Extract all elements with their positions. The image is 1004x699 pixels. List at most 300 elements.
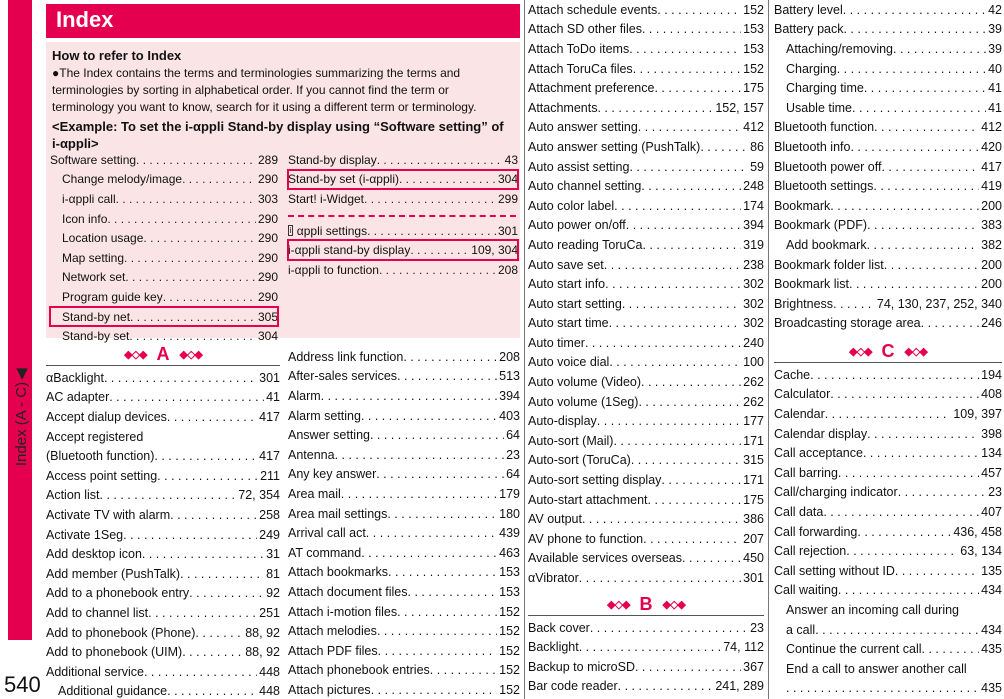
index-term: i-αppli stand-by display: [288, 243, 411, 258]
page-reference: 175: [743, 81, 764, 96]
index-term: Bookmark list: [774, 277, 850, 292]
page-reference: 248: [743, 179, 764, 194]
leader-dots: [597, 414, 741, 428]
index-term: Alarm setting: [288, 408, 361, 423]
index-entry: [774, 157, 1002, 177]
index-entry: [528, 0, 764, 20]
page-reference: 153: [743, 41, 764, 56]
index-term: Backup to microSD: [528, 659, 635, 674]
leader-dots: [609, 316, 742, 330]
index-term: Call data: [774, 505, 824, 520]
side-subsection-title: Index (A - C): [12, 381, 30, 467]
page-reference: 171: [743, 473, 764, 488]
index-entry: [50, 228, 278, 248]
leader-dots: [408, 585, 498, 599]
index-entry: [528, 677, 764, 697]
page-reference: 407: [981, 505, 1002, 520]
index-entry: [50, 248, 278, 268]
index-list: [46, 368, 280, 699]
index-term: Battery pack: [774, 22, 844, 37]
index-entry: [288, 386, 520, 406]
page-reference: 304: [497, 172, 518, 187]
index-entry: [774, 255, 1002, 275]
index-term: Available services overseas: [528, 551, 683, 566]
index-entry: [46, 642, 280, 662]
leader-dots: [638, 120, 741, 134]
index-entry: [528, 353, 764, 373]
index-term: Bookmark folder list: [774, 257, 884, 272]
leader-dots: [590, 621, 748, 635]
leader-dots: [371, 683, 497, 697]
page-reference: 39: [988, 41, 1002, 56]
index-entry: [288, 563, 520, 583]
column-divider: [524, 0, 525, 699]
page-reference: 88, 92: [245, 645, 280, 660]
index-term: i-αppli to function: [288, 262, 379, 277]
leader-dots: [376, 467, 504, 481]
index-entry: [528, 431, 764, 451]
page-reference: 417: [259, 409, 280, 424]
index-term: Accept registered: [46, 429, 144, 444]
leader-dots: [341, 487, 497, 501]
index-entry: [774, 639, 1002, 659]
page-reference: 290: [257, 231, 278, 246]
page-reference: 448: [259, 684, 280, 699]
page-reference: 463: [499, 545, 520, 560]
page-reference: 394: [499, 388, 520, 403]
page-reference: 301: [743, 571, 764, 586]
page-reference: 81: [266, 566, 280, 581]
reference-right-list: [288, 150, 518, 280]
index-term: Attach ToruCa files: [528, 61, 633, 76]
index-term: Attach schedule events: [528, 2, 658, 17]
index-entry: [528, 392, 764, 412]
index-entry: [46, 407, 280, 427]
index-entry: [288, 367, 520, 387]
index-term: AV output: [528, 512, 582, 527]
leader-dots: [321, 389, 497, 403]
page-reference: 398: [981, 426, 1002, 441]
index-entry: [528, 333, 764, 353]
index-entry: [288, 260, 518, 280]
reference-body: ●The Index contains the terms and terminologies summarizing the terms and terminologies by sorting in alphabetical order. If you cannot find the term or terminology you want to know, search for it using a different term or terminology.: [52, 66, 477, 114]
leader-dots: [867, 218, 979, 232]
leader-dots: [884, 258, 979, 272]
index-term: Attach i-motion files: [288, 604, 398, 619]
diamond-icon: ◆◇◆: [179, 349, 202, 361]
page-reference: 152: [499, 643, 520, 658]
page-reference: 394: [743, 218, 764, 233]
leader-dots: [863, 446, 979, 460]
index-term: Attachments: [528, 100, 598, 115]
section-letter: B: [639, 593, 653, 614]
index-entry: [46, 446, 280, 466]
leader-dots: [895, 564, 979, 578]
leader-dots: [189, 586, 264, 600]
page-reference: 208: [499, 349, 520, 364]
page-number: 540: [4, 672, 41, 697]
leader-dots: [648, 493, 742, 507]
index-term: Change melody/image: [62, 172, 183, 187]
index-entry: [528, 216, 764, 236]
leader-dots: [893, 42, 986, 56]
page-reference: 39: [988, 22, 1002, 37]
leader-dots: [823, 505, 979, 519]
index-entry: [774, 424, 1002, 444]
index-entry: [774, 20, 1002, 40]
index-entry: [774, 137, 1002, 157]
leader-dots: [107, 212, 256, 226]
leader-dots: [846, 544, 958, 558]
leader-dots: [377, 153, 503, 167]
index-entry: [774, 235, 1002, 255]
page-reference: 457: [981, 465, 1002, 480]
index-term: Backlight: [528, 640, 579, 655]
index-entry: [528, 470, 764, 490]
index-entry: [46, 427, 280, 447]
leader-dots: [361, 546, 497, 560]
index-entry: [50, 189, 278, 209]
index-entry: [774, 522, 1002, 542]
leader-dots: [921, 316, 980, 330]
index-term: Back cover: [528, 620, 590, 635]
index-entry: [46, 525, 280, 545]
leader-dots: [370, 428, 504, 442]
index-entry: [528, 176, 764, 196]
index-term: Attach bookmarks: [288, 565, 389, 580]
leader-dots: [852, 101, 986, 115]
index-term: Auto start setting: [528, 296, 622, 311]
leader-dots: [864, 81, 986, 95]
leader-dots: [397, 369, 497, 383]
index-term: Bluetooth function: [774, 120, 875, 135]
side-tab: [0, 0, 42, 699]
index-entry: [46, 603, 280, 623]
index-term: Auto channel setting: [528, 179, 642, 194]
index-term: i-αppli call: [62, 191, 116, 206]
index-entry: [46, 368, 280, 388]
index-term: End a call to answer another call: [786, 661, 967, 676]
leader-dots: [641, 375, 741, 389]
leader-dots: [361, 409, 497, 423]
page-reference: 40: [988, 61, 1002, 76]
page-reference: 434: [981, 622, 1002, 637]
leader-dots: [849, 277, 979, 291]
index-entry: [288, 523, 520, 543]
page-reference: 290: [257, 250, 278, 265]
index-entry: [50, 268, 278, 288]
leader-dots: [642, 238, 741, 252]
page-reference: 262: [743, 394, 764, 409]
index-entry: [288, 504, 520, 524]
index-entry: [46, 682, 280, 699]
index-term: Answer an incoming call during: [786, 603, 960, 618]
index-entry: [50, 209, 278, 229]
index-term: Stand-by set (i-αppli): [288, 172, 399, 187]
side-section-title: Index/Quick Manual: [12, 474, 30, 615]
index-entry: [46, 544, 280, 564]
page-reference: 301: [497, 223, 518, 238]
leader-dots: [874, 120, 979, 134]
leader-dots: [654, 81, 741, 95]
section-heading-a: [46, 344, 280, 366]
page-reference: 513: [499, 369, 520, 384]
page-reference: 448: [259, 664, 280, 679]
leader-dots: [597, 101, 713, 115]
page-reference: 304: [257, 329, 278, 344]
reference-right-top: [288, 150, 518, 209]
index-entry: [528, 235, 764, 255]
leader-dots: [873, 179, 979, 193]
index-entry: [528, 568, 764, 588]
index-term: Auto start time: [528, 316, 609, 331]
page-reference: 258: [259, 507, 280, 522]
index-entry: [528, 59, 764, 79]
leader-dots: [130, 310, 256, 324]
index-term: Auto-sort (ToruCa): [528, 453, 631, 468]
page-reference: 290: [257, 270, 278, 285]
leader-dots: [833, 297, 875, 311]
leader-dots: [167, 410, 257, 424]
index-term: Access point setting: [46, 468, 158, 483]
leader-dots: [410, 243, 469, 257]
page-reference: 408: [981, 387, 1002, 402]
index-term: Arrival call act: [288, 526, 366, 541]
index-entry: [46, 388, 280, 408]
page-reference: 31: [266, 547, 280, 562]
index-term: Brightness: [774, 296, 834, 311]
page-reference: 382: [981, 237, 1002, 252]
index-list: [288, 347, 520, 699]
index-term: Continue the current call: [786, 642, 922, 657]
page-reference: 152: [743, 61, 764, 76]
index-term: Additional guidance: [58, 684, 168, 699]
index-entry: [528, 196, 764, 216]
page-reference: 42: [988, 2, 1002, 17]
index-term: Attach pictures: [288, 682, 371, 697]
leader-dots: [618, 679, 714, 693]
leader-dots: [867, 427, 979, 441]
leader-dots: [857, 525, 951, 539]
leader-dots: [582, 512, 741, 526]
index-term: (Bluetooth function): [46, 449, 155, 464]
page-reference: 174: [743, 198, 764, 213]
index-term: Attach melodies: [288, 624, 377, 639]
reference-example: <Example: To set the i-αppli Stand-by display using “Software setting” of i-αppli>: [52, 119, 504, 151]
index-term: Broadcasting storage area: [774, 316, 921, 331]
index-term: Add desktop icon: [46, 547, 142, 562]
page-reference: 64: [506, 428, 520, 443]
index-term: Call/charging indicator: [774, 485, 898, 500]
section-letter: C: [881, 341, 895, 362]
index-entry: [288, 240, 518, 260]
page-reference: 63, 134: [960, 544, 1002, 559]
index-term: Calendar display: [774, 426, 868, 441]
leader-dots: [635, 660, 741, 674]
index-entry: [288, 621, 520, 641]
index-term: Calendar: [774, 407, 825, 422]
index-entry: [528, 137, 764, 157]
index-entry: [774, 274, 1002, 294]
page-reference: 207: [743, 531, 764, 546]
page-reference: 86: [750, 139, 764, 154]
index-entry: [528, 20, 764, 40]
page-reference: 64: [506, 467, 520, 482]
index-term: AT command: [288, 545, 362, 560]
index-entry: [774, 294, 1002, 314]
index-entry: [774, 620, 1002, 640]
index-term: Area mail settings: [288, 506, 388, 521]
page-reference: 134: [981, 446, 1002, 461]
leader-dots: [638, 395, 741, 409]
page-title: Index: [46, 4, 520, 38]
page-reference: 305: [257, 309, 278, 324]
index-entry: [528, 274, 764, 294]
page-reference: 301: [259, 370, 280, 385]
index-entry: [774, 502, 1002, 522]
index-entry: [528, 157, 764, 177]
index-term: Alarm: [288, 388, 321, 403]
leader-dots: [136, 153, 256, 167]
index-list: [528, 0, 764, 588]
index-entry: [774, 463, 1002, 483]
page-reference: 238: [743, 257, 764, 272]
diamond-icon: ◆◇◆: [124, 349, 147, 361]
leader-dots: [379, 263, 496, 277]
index-term: Attach ToDo items: [528, 41, 630, 56]
index-entry: [774, 659, 1002, 679]
index-term: Address link function: [288, 349, 404, 364]
diamond-icon: ◆◇◆: [904, 346, 927, 359]
page-reference: 208: [497, 262, 518, 277]
index-term: AC adapter: [46, 390, 110, 405]
index-entry: [528, 98, 764, 118]
index-entry: [528, 411, 764, 431]
leader-dots: [629, 42, 741, 56]
index-entry: [528, 509, 764, 529]
index-entry: [774, 196, 1002, 216]
index-term: Cache: [774, 367, 811, 382]
index-entry: [46, 564, 280, 584]
iappli-icon: i: [289, 226, 292, 236]
diamond-icon: ◆◇◆: [662, 598, 685, 611]
leader-dots: [810, 368, 979, 382]
page-reference: 386: [743, 512, 764, 527]
page-reference: 420: [981, 139, 1002, 154]
index-entry: [46, 662, 280, 682]
index-term: Accept dialup devices: [46, 409, 167, 424]
page-reference: 240: [743, 335, 764, 350]
index-term: Bluetooth settings: [774, 179, 874, 194]
page-reference: 419: [981, 179, 1002, 194]
index-term: Auto start info: [528, 277, 606, 292]
index-term: Bar code reader: [528, 679, 618, 694]
leader-dots: [613, 434, 741, 448]
index-term: a call: [786, 622, 816, 637]
section-letter: A: [156, 344, 170, 364]
index-term: Add to phonebook (UIM): [46, 645, 183, 660]
index-entry: [774, 98, 1002, 118]
page-reference: 152, 157: [715, 100, 764, 115]
leader-dots: [838, 583, 979, 597]
leader-dots: [579, 640, 721, 654]
index-entry: [288, 484, 520, 504]
index-term: Attach SD other files: [528, 22, 642, 37]
index-term: Activate 1Seg: [46, 527, 124, 542]
page-reference: 171: [743, 433, 764, 448]
reference-box: [46, 42, 520, 344]
page-reference: 23: [988, 485, 1002, 500]
leader-dots: [367, 224, 496, 238]
index-entry: [46, 466, 280, 486]
page-reference: 152: [743, 2, 764, 17]
leader-dots: [605, 277, 741, 291]
leader-dots: [786, 681, 979, 695]
index-entry: [288, 445, 520, 465]
page-reference: 179: [499, 486, 520, 501]
index-term: Map setting: [62, 250, 125, 265]
page-reference: 436, 458: [953, 524, 1002, 539]
reference-right-bottom: [288, 221, 518, 280]
page-reference: 41: [266, 390, 280, 405]
page-reference: 152: [499, 663, 520, 678]
index-term: Charging time: [786, 81, 864, 96]
index-entry: [46, 486, 280, 506]
index-term: Auto-sort setting display: [528, 473, 662, 488]
index-term: Auto answer setting: [528, 120, 638, 135]
leader-dots: [388, 565, 497, 579]
index-term: Call waiting: [774, 583, 838, 598]
index-entry: [288, 170, 518, 190]
index-term: Attach PDF files: [288, 643, 378, 658]
index-entry: [46, 584, 280, 604]
leader-dots: [843, 3, 986, 17]
index-term: Call acceptance: [774, 446, 863, 461]
page-reference: 367: [743, 659, 764, 674]
page-reference: 153: [499, 565, 520, 580]
index-term: Stand-by display: [288, 152, 377, 167]
index-entry: [774, 483, 1002, 503]
leader-dots: [867, 238, 980, 252]
leader-dots: [109, 390, 264, 404]
page-reference: 23: [750, 620, 764, 635]
leader-dots: [830, 199, 979, 213]
section-heading-c: [774, 341, 1002, 363]
leader-dots: [182, 172, 256, 186]
page-reference: 152: [499, 682, 520, 697]
page-reference: 177: [743, 414, 764, 429]
index-term: Bookmark: [774, 198, 831, 213]
index-entry: [528, 657, 764, 677]
leader-dots: [167, 684, 257, 698]
index-entry: [288, 425, 520, 445]
leader-dots: [922, 642, 980, 656]
index-entry: [774, 118, 1002, 138]
leader-dots: [148, 606, 257, 620]
index-entry: [774, 385, 1002, 405]
page-reference: 109, 304: [471, 243, 518, 258]
index-term: Add bookmark: [786, 237, 867, 252]
page-reference: 251: [259, 605, 280, 620]
index-term: αBacklight: [46, 370, 104, 385]
leader-dots: [143, 231, 256, 245]
leader-dots: [837, 62, 986, 76]
page-reference: 302: [743, 316, 764, 331]
index-list: [774, 365, 1002, 699]
leader-dots: [335, 448, 505, 462]
leader-dots: [129, 329, 256, 343]
index-term: Attaching/removing: [786, 41, 894, 56]
